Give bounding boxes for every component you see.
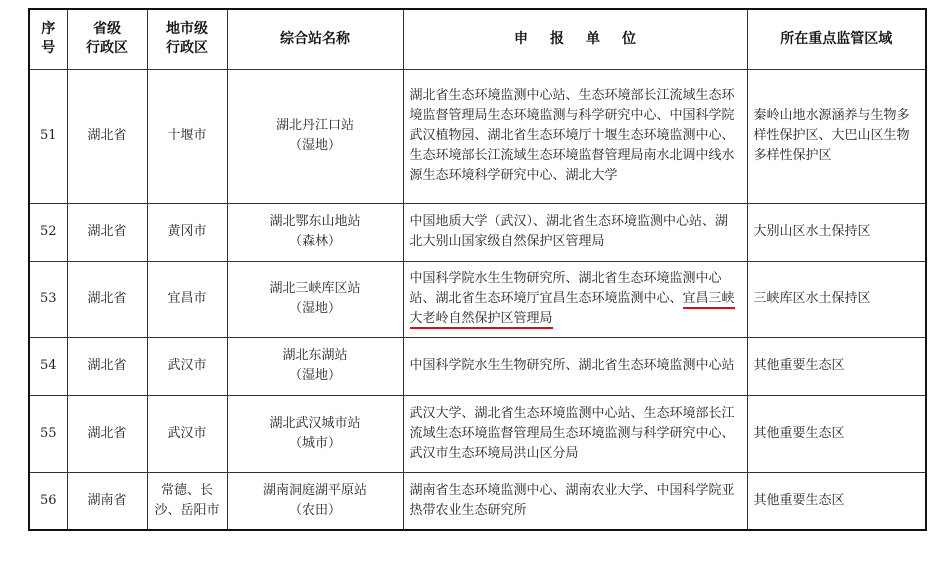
station-type: （城市） [288,435,341,451]
cell-city: 武汉市 [147,337,227,395]
station-type: （湿地） [288,138,341,153]
station-type: （湿地） [288,301,341,316]
cell-province: 湖北省 [67,69,147,203]
station-name: 湖北三峡库区站 [269,281,361,296]
cell-seq: 54 [29,337,67,395]
cell-city: 黄冈市 [147,203,227,261]
table-row [29,395,926,472]
cell-applicant: 湖南省生态环境监测中心、湖南农业大学、中国科学院亚热带农业生态研究所 [403,472,747,530]
station-name: 湖北东湖站 [282,348,348,363]
cell-applicant [403,261,747,337]
cell-seq: 52 [29,203,67,261]
header-province-line-1: 省级 [93,21,121,38]
header-province-line-2: 行政区 [86,40,128,57]
header-station: 综合站名称 [227,9,403,69]
stations-table [28,8,927,531]
header-province [67,9,147,69]
station-name: 湖北丹江口站 [275,118,354,133]
header-city-line-2: 行政区 [166,40,208,57]
cell-seq: 53 [29,261,67,337]
table-row [29,337,926,395]
city-line-1: 常德、长 [160,482,213,498]
header-seq-line-1: 序 [41,21,56,38]
cell-region: 其他重要生态区 [747,395,926,472]
cell-station [227,69,403,203]
cell-region: 三峡库区水土保持区 [747,261,926,337]
cell-applicant: 中国地质大学（武汉）、湖北省生态环境监测中心站、湖北大别山国家级自然保护区管理局 [403,203,747,261]
cell-region: 其他重要生态区 [747,472,926,530]
station-type: （森林） [288,234,341,249]
header-region: 所在重点监管区域 [747,9,926,69]
cell-station [227,472,403,530]
cell-city: 武汉市 [147,395,227,472]
header-applicant: 申报单位 [403,9,747,69]
cell-seq: 56 [29,472,67,530]
header-city [147,9,227,69]
station-name: 湖南洞庭湖平原站 [262,482,367,498]
table-row [29,472,926,530]
cell-city: 宜昌市 [147,261,227,337]
cell-region: 秦岭山地水源涵养与生物多样性保护区、大巴山区生物多样性保护区 [747,69,926,203]
cell-region: 其他重要生态区 [747,337,926,395]
station-name: 湖北鄂东山地站 [269,214,361,229]
header-city-line-1: 地市级 [166,21,208,38]
cell-station [227,395,403,472]
cell-applicant: 中国科学院水生生物研究所、湖北省生态环境监测中心站 [403,337,747,395]
table-row [29,203,926,261]
cell-city [147,472,227,530]
header-seq [29,9,67,69]
table-row [29,261,926,337]
cell-applicant: 武汉大学、湖北省生态环境监测中心站、生态环境部长江流域生态环境监督管理局生态环境监测与科学研究中心、武汉市生态环境局洪山区分局 [403,395,747,472]
cell-city: 十堰市 [147,69,227,203]
cell-applicant: 湖北省生态环境监测中心站、生态环境部长江流域生态环境监督管理局生态环境监测与科学研究中心、中国科学院武汉植物园、湖北省生态环境厅十堰生态环境监测中心、生态环境部长江流域生态环境监督管理局南水北调中线水源生态环境科学研究中心、湖北大学 [403,69,747,203]
cell-seq: 55 [29,395,67,472]
header-row [29,9,926,69]
cell-province: 湖北省 [67,337,147,395]
cell-province: 湖北省 [67,261,147,337]
cell-station [227,203,403,261]
station-type: （湿地） [288,368,341,383]
cell-station [227,261,403,337]
cell-province: 湖北省 [67,395,147,472]
station-name: 湖北武汉城市站 [269,415,361,431]
cell-province: 湖北省 [67,203,147,261]
city-line-2: 沙、岳阳市 [154,502,220,518]
cell-region: 大别山区水土保持区 [747,203,926,261]
applicant-text: 中国科学院水生生物研究所、湖北省生态环境监测中心站、湖北省生态环境厅宜昌生态环境监测中心、 [409,271,722,306]
station-type: （农田） [288,502,341,518]
underlined-applicant: 宜昌三峡大老岭自然保护区管理局 [410,291,735,329]
cell-province: 湖南省 [67,472,147,530]
cell-seq: 51 [29,69,67,203]
cell-station [227,337,403,395]
table-row [29,69,926,203]
header-seq-line-2: 号 [41,40,56,57]
